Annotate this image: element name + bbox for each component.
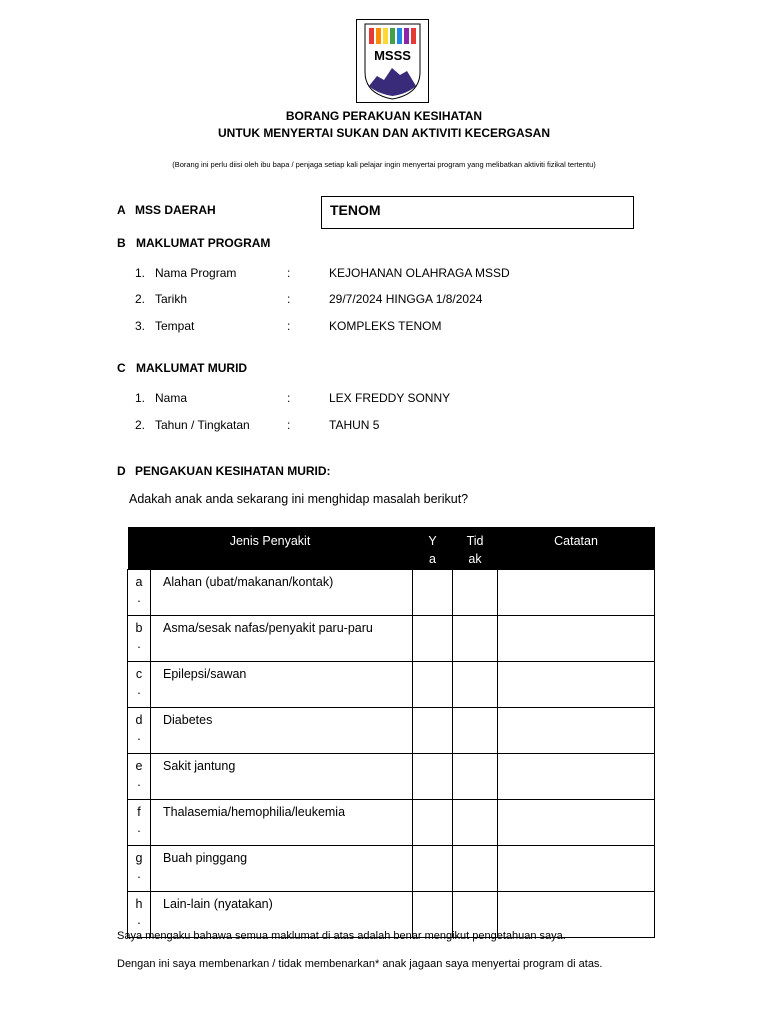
section-c-letter: C	[117, 361, 126, 375]
student-name-label: Nama	[155, 391, 188, 405]
logo-stripe	[390, 28, 395, 44]
logo-stripe	[383, 28, 388, 44]
notes-cell[interactable]	[498, 616, 655, 662]
row-disease: Alahan (ubat/makanan/kontak)	[151, 570, 413, 616]
student-year-label: Tahun / Tingkatan	[155, 418, 250, 432]
no-cell[interactable]	[453, 754, 498, 800]
section-b-letter: B	[117, 236, 126, 250]
item-separator: :	[287, 391, 291, 405]
row-disease: Sakit jantung	[151, 754, 413, 800]
no-cell[interactable]	[453, 846, 498, 892]
header-notes: Catatan	[498, 527, 655, 570]
yes-cell[interactable]	[413, 754, 453, 800]
logo-text: MSSS	[374, 48, 411, 63]
notes-cell[interactable]	[498, 708, 655, 754]
notes-cell[interactable]	[498, 846, 655, 892]
section-d-label: PENGAKUAN KESIHATAN MURID:	[135, 464, 331, 478]
illness-table-header	[128, 527, 655, 570]
student-item-num: 2.	[135, 418, 146, 432]
table-row	[128, 616, 655, 662]
mss-daerah-value: TENOM	[330, 202, 381, 218]
program-item-num: 2.	[135, 292, 146, 306]
header-yes: Y a	[413, 527, 453, 570]
item-separator: :	[287, 266, 291, 280]
program-name-label: Nama Program	[155, 266, 237, 280]
table-row	[128, 846, 655, 892]
table-row	[128, 662, 655, 708]
notes-cell[interactable]	[498, 570, 655, 616]
msss-logo	[356, 19, 429, 103]
row-letter: b .	[128, 616, 151, 662]
row-letter: f .	[128, 800, 151, 846]
row-disease: Lain-lain (nyatakan)	[151, 892, 413, 938]
student-name-value: LEX FREDDY SONNY	[329, 391, 451, 405]
form-title-line1: BORANG PERAKUAN KESIHATAN	[285, 109, 483, 123]
item-separator: :	[287, 418, 291, 432]
row-letter: g .	[128, 846, 151, 892]
yes-cell[interactable]	[413, 662, 453, 708]
row-disease: Epilepsi/sawan	[151, 662, 413, 708]
no-cell[interactable]	[453, 708, 498, 754]
form-title-line2: UNTUK MENYERTAI SUKAN DAN AKTIVITI KECERGASAN	[217, 126, 550, 140]
mss-daerah-field[interactable]	[321, 196, 634, 229]
declaration-line1: Saya mengaku bahawa semua maklumat di atas adalah benar mengikut pengetahuan saya.	[117, 930, 566, 942]
program-name-value: KEJOHANAN OLAHRAGA MSSD	[329, 266, 510, 280]
no-cell[interactable]	[453, 570, 498, 616]
row-letter: d .	[128, 708, 151, 754]
section-c-label: MAKLUMAT MURID	[136, 361, 248, 375]
table-row	[128, 570, 655, 616]
item-separator: :	[287, 292, 291, 306]
health-question: Adakah anak anda sekarang ini menghidap masalah berikut?	[129, 492, 469, 506]
section-d-letter: D	[117, 464, 126, 478]
illness-table	[127, 527, 655, 938]
msss-logo-graphic	[357, 20, 428, 102]
no-cell[interactable]	[453, 662, 498, 708]
logo-stripe	[397, 28, 402, 44]
section-b-label: MAKLUMAT PROGRAM	[136, 236, 271, 250]
logo-stripe	[369, 28, 374, 44]
logo-stripe	[404, 28, 409, 44]
logo-stripe	[411, 28, 416, 44]
row-letter: e .	[128, 754, 151, 800]
table-row	[128, 800, 655, 846]
declaration-line2: Dengan ini saya membenarkan / tidak membenarkan* anak jagaan saya menyertai program di atas.	[117, 958, 603, 970]
row-letter: a .	[128, 570, 151, 616]
row-letter: c .	[128, 662, 151, 708]
notes-cell[interactable]	[498, 800, 655, 846]
program-venue-value: KOMPLEKS TENOM	[329, 319, 442, 333]
logo-stripe	[376, 28, 381, 44]
section-a-label: MSS DAERAH	[135, 203, 216, 217]
no-cell[interactable]	[453, 616, 498, 662]
header-disease: Jenis Penyakit	[128, 527, 413, 570]
row-disease: Diabetes	[151, 708, 413, 754]
item-separator: :	[287, 319, 291, 333]
yes-cell[interactable]	[413, 570, 453, 616]
yes-cell[interactable]	[413, 800, 453, 846]
table-row	[128, 708, 655, 754]
header-no: Tid ak	[453, 527, 498, 570]
form-note: (Borang ini perlu diisi oleh ibu bapa / penjaga setiap kali pelajar ingin menyertai program yang melibatkan aktiviti fizikal tertentu)	[172, 160, 596, 169]
student-item-num: 1.	[135, 391, 146, 405]
yes-cell[interactable]	[413, 616, 453, 662]
yes-cell[interactable]	[413, 708, 453, 754]
program-date-label: Tarikh	[155, 292, 188, 306]
yes-cell[interactable]	[413, 846, 453, 892]
table-row	[128, 754, 655, 800]
student-year-value: TAHUN 5	[329, 418, 380, 432]
no-cell[interactable]	[453, 800, 498, 846]
program-venue-label: Tempat	[155, 319, 195, 333]
section-a-letter: A	[117, 203, 126, 217]
row-disease: Buah pinggang	[151, 846, 413, 892]
row-disease: Thalasemia/hemophilia/leukemia	[151, 800, 413, 846]
notes-cell[interactable]	[498, 754, 655, 800]
program-date-value: 29/7/2024 HINGGA 1/8/2024	[329, 292, 483, 306]
row-letter: h .	[128, 892, 151, 938]
row-disease: Asma/sesak nafas/penyakit paru-paru	[151, 616, 413, 662]
program-item-num: 1.	[135, 266, 146, 280]
program-item-num: 3.	[135, 319, 146, 333]
notes-cell[interactable]	[498, 662, 655, 708]
